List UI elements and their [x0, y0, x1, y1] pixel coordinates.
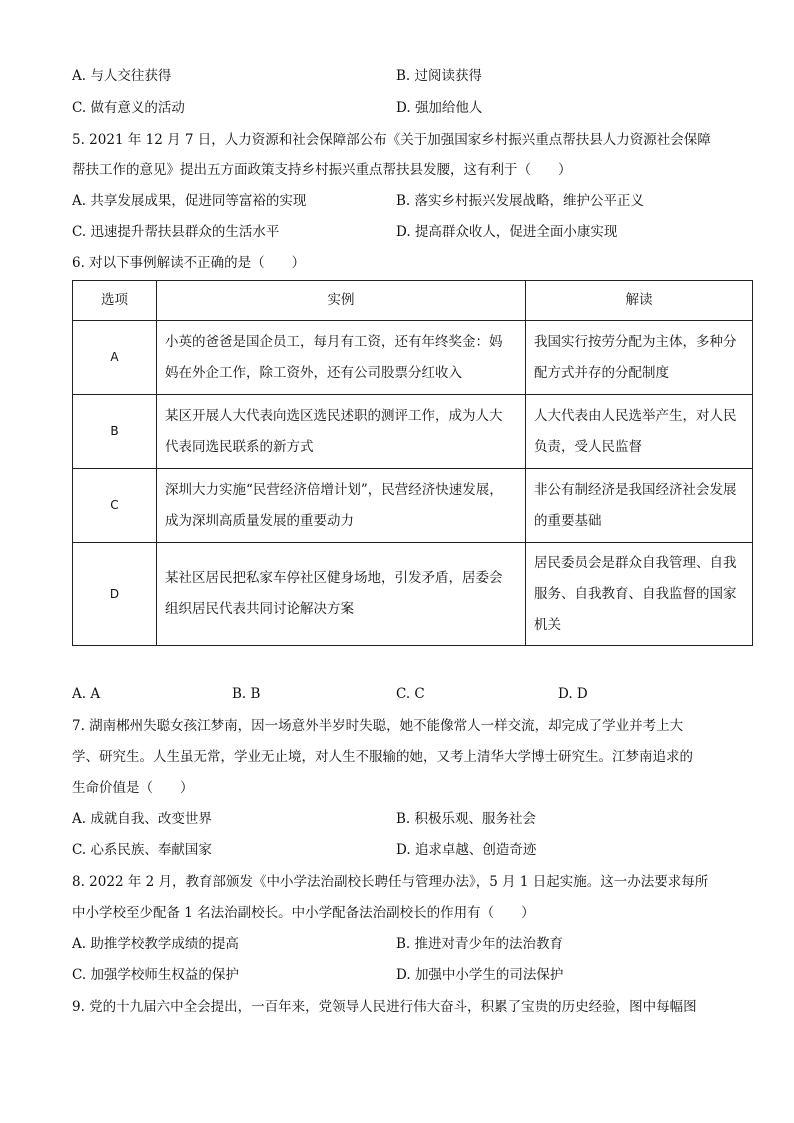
q6-option-b: B. B [232, 686, 261, 702]
example-line: 成为深圳高质量发展的重要动力 [165, 512, 354, 529]
example-line: 某社区居民把私家车停社区健身场地，引发矛盾，居委会 [165, 570, 503, 586]
q5-stem-line-2: 帮扶工作的意见》提出五方面政策支持乡村振兴重点帮扶县发腰，这有利于（ ） [72, 162, 572, 178]
option-text: 共享发展成果，促进同等富裕的实现 [90, 193, 307, 209]
q5-option-a [72, 191, 306, 211]
option-letter: C. [72, 224, 87, 240]
table-row [73, 469, 753, 543]
q6-option-c: C. C [396, 686, 425, 702]
row-reading [526, 469, 753, 543]
q4-option-a [72, 66, 171, 86]
option-text: 加强学校师生权益的保护 [90, 967, 239, 983]
reading-line: 非公有制经济是我国经济社会发展 [534, 481, 737, 498]
reading-line: 的重要基础 [534, 512, 602, 529]
option-letter: A. [72, 811, 87, 827]
q8-option-c [72, 965, 239, 985]
option-letter: B. [396, 68, 411, 84]
q4-option-b [396, 66, 482, 86]
row-label: D [73, 543, 157, 646]
option-text: 追求卓越、创造奇迹 [414, 842, 537, 858]
example-line: 妈在外企工作，除工资外，还有公司股票分红收入 [165, 364, 462, 381]
option-text: 迅速提升帮扶县群众的生活水平 [90, 224, 280, 240]
option-text: 与人交往获得 [90, 68, 172, 84]
q6-table [72, 280, 753, 646]
option-text: 成就自我、改变世界 [90, 811, 212, 827]
row-label: C [73, 469, 157, 543]
table-row [73, 395, 753, 469]
q6-stem: 6. 对以下事例解读不正确的是（ ） [72, 255, 306, 271]
row-label: A [73, 321, 157, 395]
q6-option-d: D. D [558, 686, 588, 702]
reading-line: 人大代表由人民选举产生，对人民 [534, 407, 737, 424]
option-text: 心系民族、奉献国家 [90, 842, 212, 858]
q5-option-b [396, 191, 644, 211]
header-option: 选项 [73, 281, 157, 321]
row-example [157, 395, 526, 469]
q5-stem-line-1: 5. 2021 年 12 月 7 日，人力资源和社会保障部公布《关于加强国家乡村振兴重点帮扶县人力资源社会保障 [72, 132, 711, 148]
q6-option-a: A. A [72, 686, 101, 702]
table-row [73, 321, 753, 395]
q8-option-b [396, 934, 563, 954]
example-line: 某区开展人大代表向选区选民述职的测评工作，成为人大 [165, 407, 503, 424]
q7-stem-line-1: 7. 湖南郴州失聪女孩江梦南，因一场意外半岁时失聪，她不能像常人一样交流，却完成了学业并考上大 [72, 718, 684, 734]
option-letter: B. [396, 811, 411, 827]
header-example: 实例 [157, 281, 526, 321]
option-text: 助推学校教学成绩的提高 [90, 936, 239, 952]
option-text: 强加给他人 [414, 100, 483, 116]
q7-option-c [72, 840, 212, 860]
reading-line: 负责，受人民监督 [534, 438, 642, 455]
row-reading [526, 395, 753, 469]
q8-stem-line-1: 8. 2022 年 2 月，教育部颁发《中小学法治副校长聘任与管理办法》，5 月 1 日起实施。这一办法要求每所 [72, 874, 709, 890]
option-letter: B. [396, 936, 411, 952]
row-label: B [73, 395, 157, 469]
example-line: 组织居民代表共同讨论解决方案 [165, 601, 354, 617]
q7-stem-line-2: 学、研究生。人生虽无常，学业无止境，对人生不服输的她，又考上清华大学博士研究生。江梦南追求的 [72, 749, 693, 765]
option-text: 做有意义的活动 [90, 100, 185, 116]
option-text: 积极乐观、服务社会 [414, 811, 537, 827]
q8-option-d [396, 965, 563, 985]
row-example [157, 469, 526, 543]
option-letter: C. [72, 100, 87, 116]
reading-line: 我国实行按劳分配为主体，多种分 [534, 333, 737, 350]
row-reading [526, 543, 753, 646]
reading-line: 服务、自我教育、自我监督的国家 [534, 585, 737, 602]
option-text: 落实乡村振兴发展战略，维护公平正义 [414, 193, 645, 209]
option-letter: A. [72, 936, 87, 952]
q5-option-d [396, 222, 617, 242]
table-row [73, 543, 753, 646]
q7-option-d [396, 840, 536, 860]
option-letter: D. [396, 100, 411, 116]
q8-stem-line-2: 中小学校至少配备 1 名法治副校长。中小学配备法治副校长的作用有（ ） [72, 905, 535, 921]
table-header-row [73, 281, 753, 321]
option-letter: D. [396, 967, 411, 983]
row-reading [526, 321, 753, 395]
q8-option-a [72, 934, 239, 954]
reading-line: 机关 [534, 616, 561, 633]
q7-stem-line-3: 生命价值是（ ） [72, 780, 194, 796]
option-text: 加强中小学生的司法保护 [414, 967, 564, 983]
row-example [157, 321, 526, 395]
q9-stem-line-1: 9. 党的十九届六中全会提出，一百年来，党领导人民进行伟大奋斗，积累了宝贵的历史经验，图中每幅图 [72, 999, 697, 1015]
option-letter: D. [396, 224, 411, 240]
option-letter: C. [72, 842, 87, 858]
option-text: 过阅读获得 [414, 68, 483, 84]
reading-line: 配方式并存的分配制度 [534, 364, 669, 381]
option-text: 提高群众收人，促进全面小康实现 [414, 224, 618, 240]
option-letter: D. [396, 842, 411, 858]
q4-option-d [396, 98, 482, 118]
q7-option-b [396, 809, 536, 829]
option-letter: A. [72, 68, 87, 84]
option-letter: A. [72, 193, 87, 209]
q4-option-c [72, 98, 185, 118]
q5-option-c [72, 222, 279, 242]
row-example [157, 543, 526, 646]
option-text: 推进对青少年的法治教育 [414, 936, 564, 952]
option-letter: C. [72, 967, 87, 983]
example-line: 深圳大力实施“民营经济倍增计划”，民营经济快速发展， [165, 481, 503, 498]
example-line: 小英的爸爸是国企员工，每月有工资，还有年终奖金：妈 [165, 333, 503, 350]
reading-line: 居民委员会是群众自我管理、自我 [534, 554, 737, 571]
option-letter: B. [396, 193, 411, 209]
header-reading: 解读 [526, 281, 753, 321]
q7-option-a [72, 809, 212, 829]
example-line: 代表同选民联系的新方式 [165, 438, 314, 455]
